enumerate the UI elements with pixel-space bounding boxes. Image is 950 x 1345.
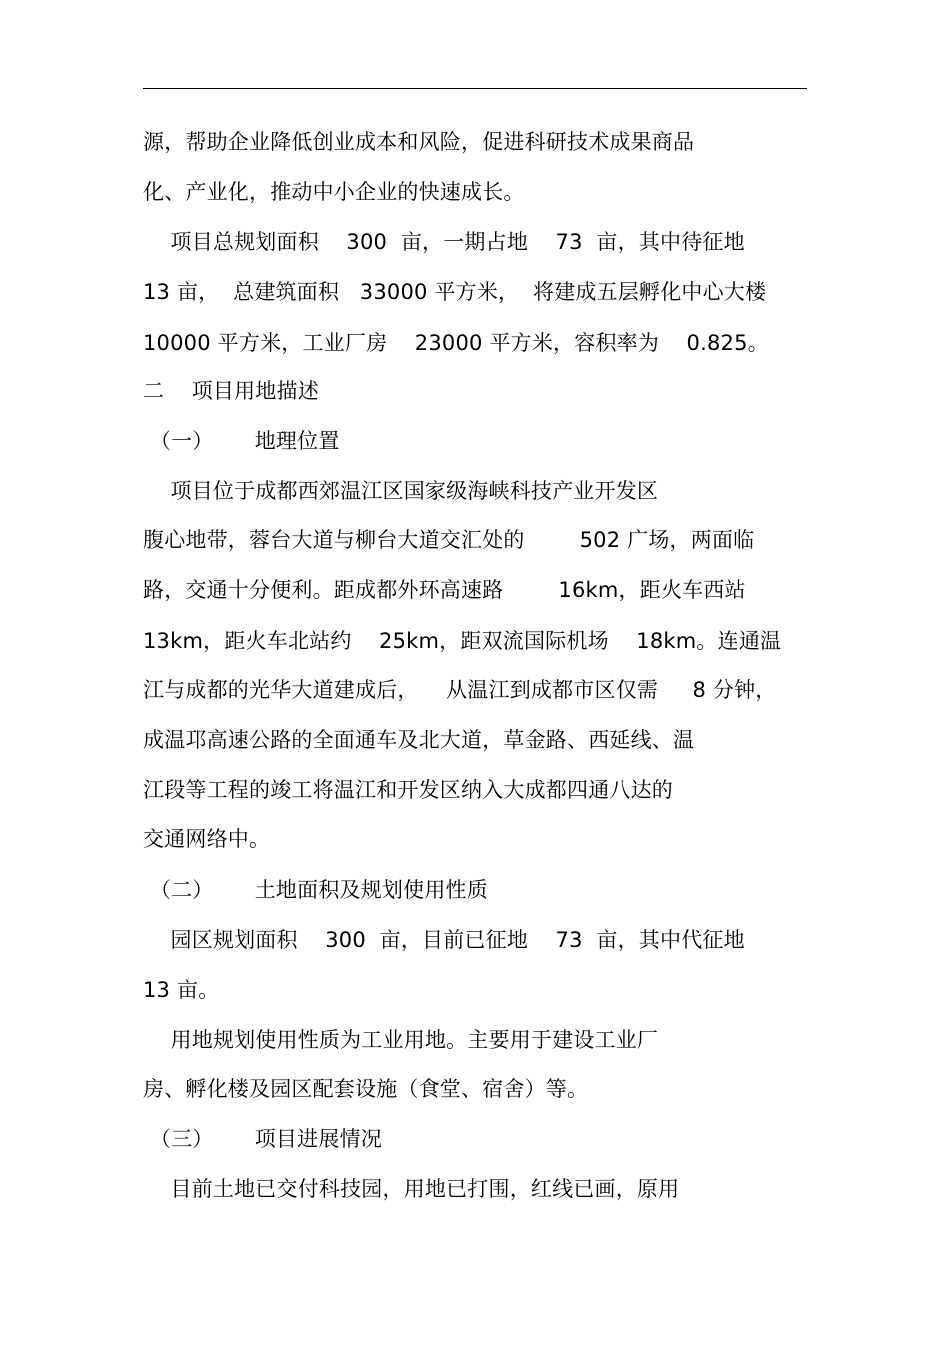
text-line: 项目总规划面积 300 亩，一期占地 73 亩，其中待征地 bbox=[143, 230, 745, 254]
text-line: 房、孵化楼及园区配套设施（食堂、宿舍）等。 bbox=[143, 1077, 589, 1101]
text-line: 成温邛高速公路的全面通车及北大道，草金路、西延线、温 bbox=[143, 728, 695, 752]
text-line: 13 亩。 bbox=[143, 978, 220, 1002]
text-line: 项目位于成都西郊温江区国家级海峡科技产业开发区 bbox=[143, 479, 659, 503]
text-line: 化、产业化，推动中小企业的快速成长。 bbox=[143, 180, 525, 204]
text-line: 13km，距火车北站约 25km，距双流国际机场 18km。连通温 bbox=[143, 629, 782, 653]
text-line: 路，交通十分便利。距成都外环高速路 16km，距火车西站 bbox=[143, 578, 746, 602]
subsection-heading: （三） 项目进展情况 bbox=[143, 1127, 382, 1151]
text-line: 腹心地带，蓉台大道与柳台大道交汇处的 502 广场，两面临 bbox=[143, 528, 755, 552]
subsection-heading: （一） 地理位置 bbox=[143, 429, 340, 453]
text-line: 用地规划使用性质为工业用地。主要用于建设工业厂 bbox=[143, 1028, 659, 1052]
text-line: 江段等工程的竣工将温江和开发区纳入大成都四通八达的 bbox=[143, 778, 673, 802]
subsection-heading: （二） 土地面积及规划使用性质 bbox=[143, 878, 488, 902]
text-line: 江与成都的光华大道建成后， 从温江到成都市区仅需 8 分钟， bbox=[143, 678, 777, 702]
header-rule bbox=[143, 88, 807, 89]
text-line: 目前土地已交付科技园，用地已打围，红线已画，原用 bbox=[143, 1177, 680, 1201]
section-heading: 二 项目用地描述 bbox=[143, 379, 319, 403]
text-line: 13 亩， 总建筑面积 33000 平方米， 将建成五层孵化中心大楼 bbox=[143, 280, 767, 304]
text-line: 源，帮助企业降低创业成本和风险，促进科研技术成果商品 bbox=[143, 130, 695, 154]
text-line: 10000 平方米，工业厂房 23000 平方米，容积率为 0.825。 bbox=[143, 331, 769, 355]
text-line: 园区规划面积 300 亩，目前已征地 73 亩，其中代征地 bbox=[143, 928, 745, 952]
text-line: 交通网络中。 bbox=[143, 827, 271, 851]
